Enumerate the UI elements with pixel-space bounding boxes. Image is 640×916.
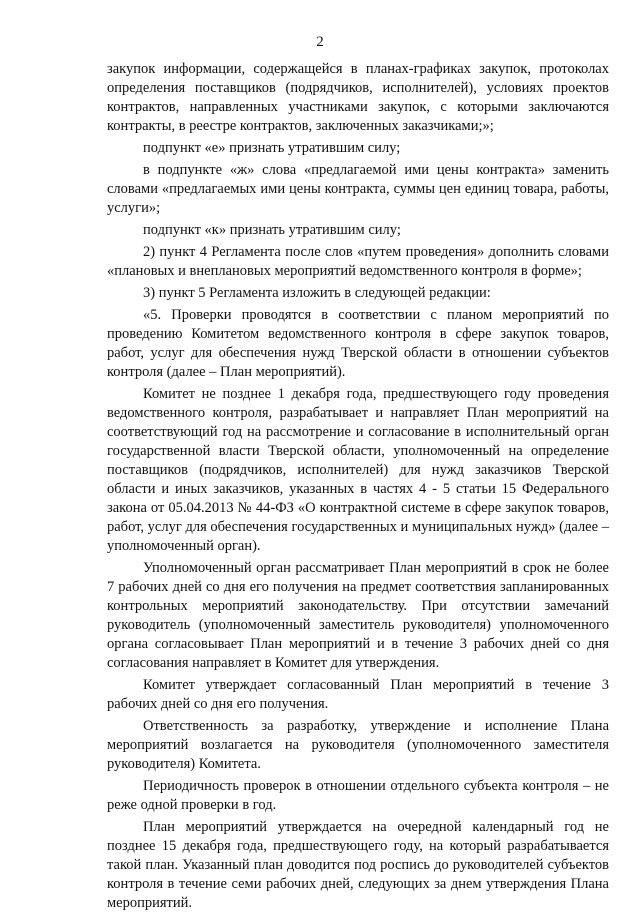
paragraph-7: «5. Проверки проводятся в соответствии с планом мероприятий по проведению Комитетом ведомственного контроля в сфере закупок товаров, работ, услуг для обеспечения нужд Тверской области в отношении субъектов контроля (далее – План мероприятий). [107, 307, 609, 380]
paragraph-12: Периодичность проверок в отношении отдельного субъекта контроля – не реже одной проверки в год. [107, 778, 609, 813]
paragraph-9: Уполномоченный орган рассматривает План мероприятий в срок не более 7 рабочих дней со дня его получения на предмет соответствия запланированных контрольных мероприятий законодательству. При отсутствии замечаний руководитель (уполномоченный заместитель руководителя) уполномоченного органа согласовывает План мероприятий и в течение 3 рабочих дней со дня согласования направляет в Комитет для утверждения. [107, 560, 609, 671]
paragraph-10: Комитет утверждает согласованный План мероприятий в течение 3 рабочих дней со дня его получения. [107, 677, 609, 712]
document-body [107, 60, 609, 916]
paragraph-1: закупок информации, содержащейся в планах-графиках закупок, протоколах определения поставщиков (подрядчиков, исполнителей), условиях проектов контрактов, направленных участниками закупок, с которыми заключаются контракты, в реестре контрактов, заключенных заказчиками;»; [107, 61, 609, 134]
paragraph-4: подпункт «к» признать утратившим силу; [143, 222, 401, 238]
paragraph-13: План мероприятий утверждается на очередной календарный год не позднее 15 декабря года, предшествующего году, на который разрабатывается такой план. Указанный план доводится под роспись до руководителей субъектов контроля в течение семи рабочих дней, следующих за днем утверждения Плана мероприятий. [107, 819, 609, 911]
paragraph-2: подпункт «е» признать утратившим силу; [143, 140, 401, 156]
paragraph-6: 3) пункт 5 Регламента изложить в следующей редакции: [143, 285, 491, 301]
paragraph-5: 2) пункт 4 Регламента после слов «путем проведения» дополнить словами «плановых и внеплановых мероприятий ведомственного контроля в форме»; [107, 244, 609, 279]
paragraph-8: Комитет не позднее 1 декабря года, предшествующего году проведения ведомственного контроля, разрабатывает и направляет План мероприятий на соответствующий год на рассмотрение и согласование в исполнительный орган государственной власти Тверской области, уполномоченный на определение поставщиков (подрядчиков, исполнителей) для нужд заказчиков Тверской области и иных заказчиков, указанных в частях 4 - 5 статьи 15 Федерального закона от 05.04.2013 № 44-ФЗ «О контрактной системе в сфере закупок товаров, работ, услуг для обеспечения государственных и муниципальных нужд» (далее – уполномоченный орган). [107, 386, 609, 554]
paragraph-3: в подпункте «ж» слова «предлагаемой ими цены контракта» заменить словами «предлагаемых ими цены контракта, суммы цен единиц товара, работы, услуги»; [107, 162, 609, 216]
paragraph-11: Ответственность за разработку, утверждение и исполнение Плана мероприятий возлагается на руководителя (уполномоченного заместителя руководителя) Комитета. [107, 718, 609, 772]
page-number: 2 [316, 34, 324, 50]
